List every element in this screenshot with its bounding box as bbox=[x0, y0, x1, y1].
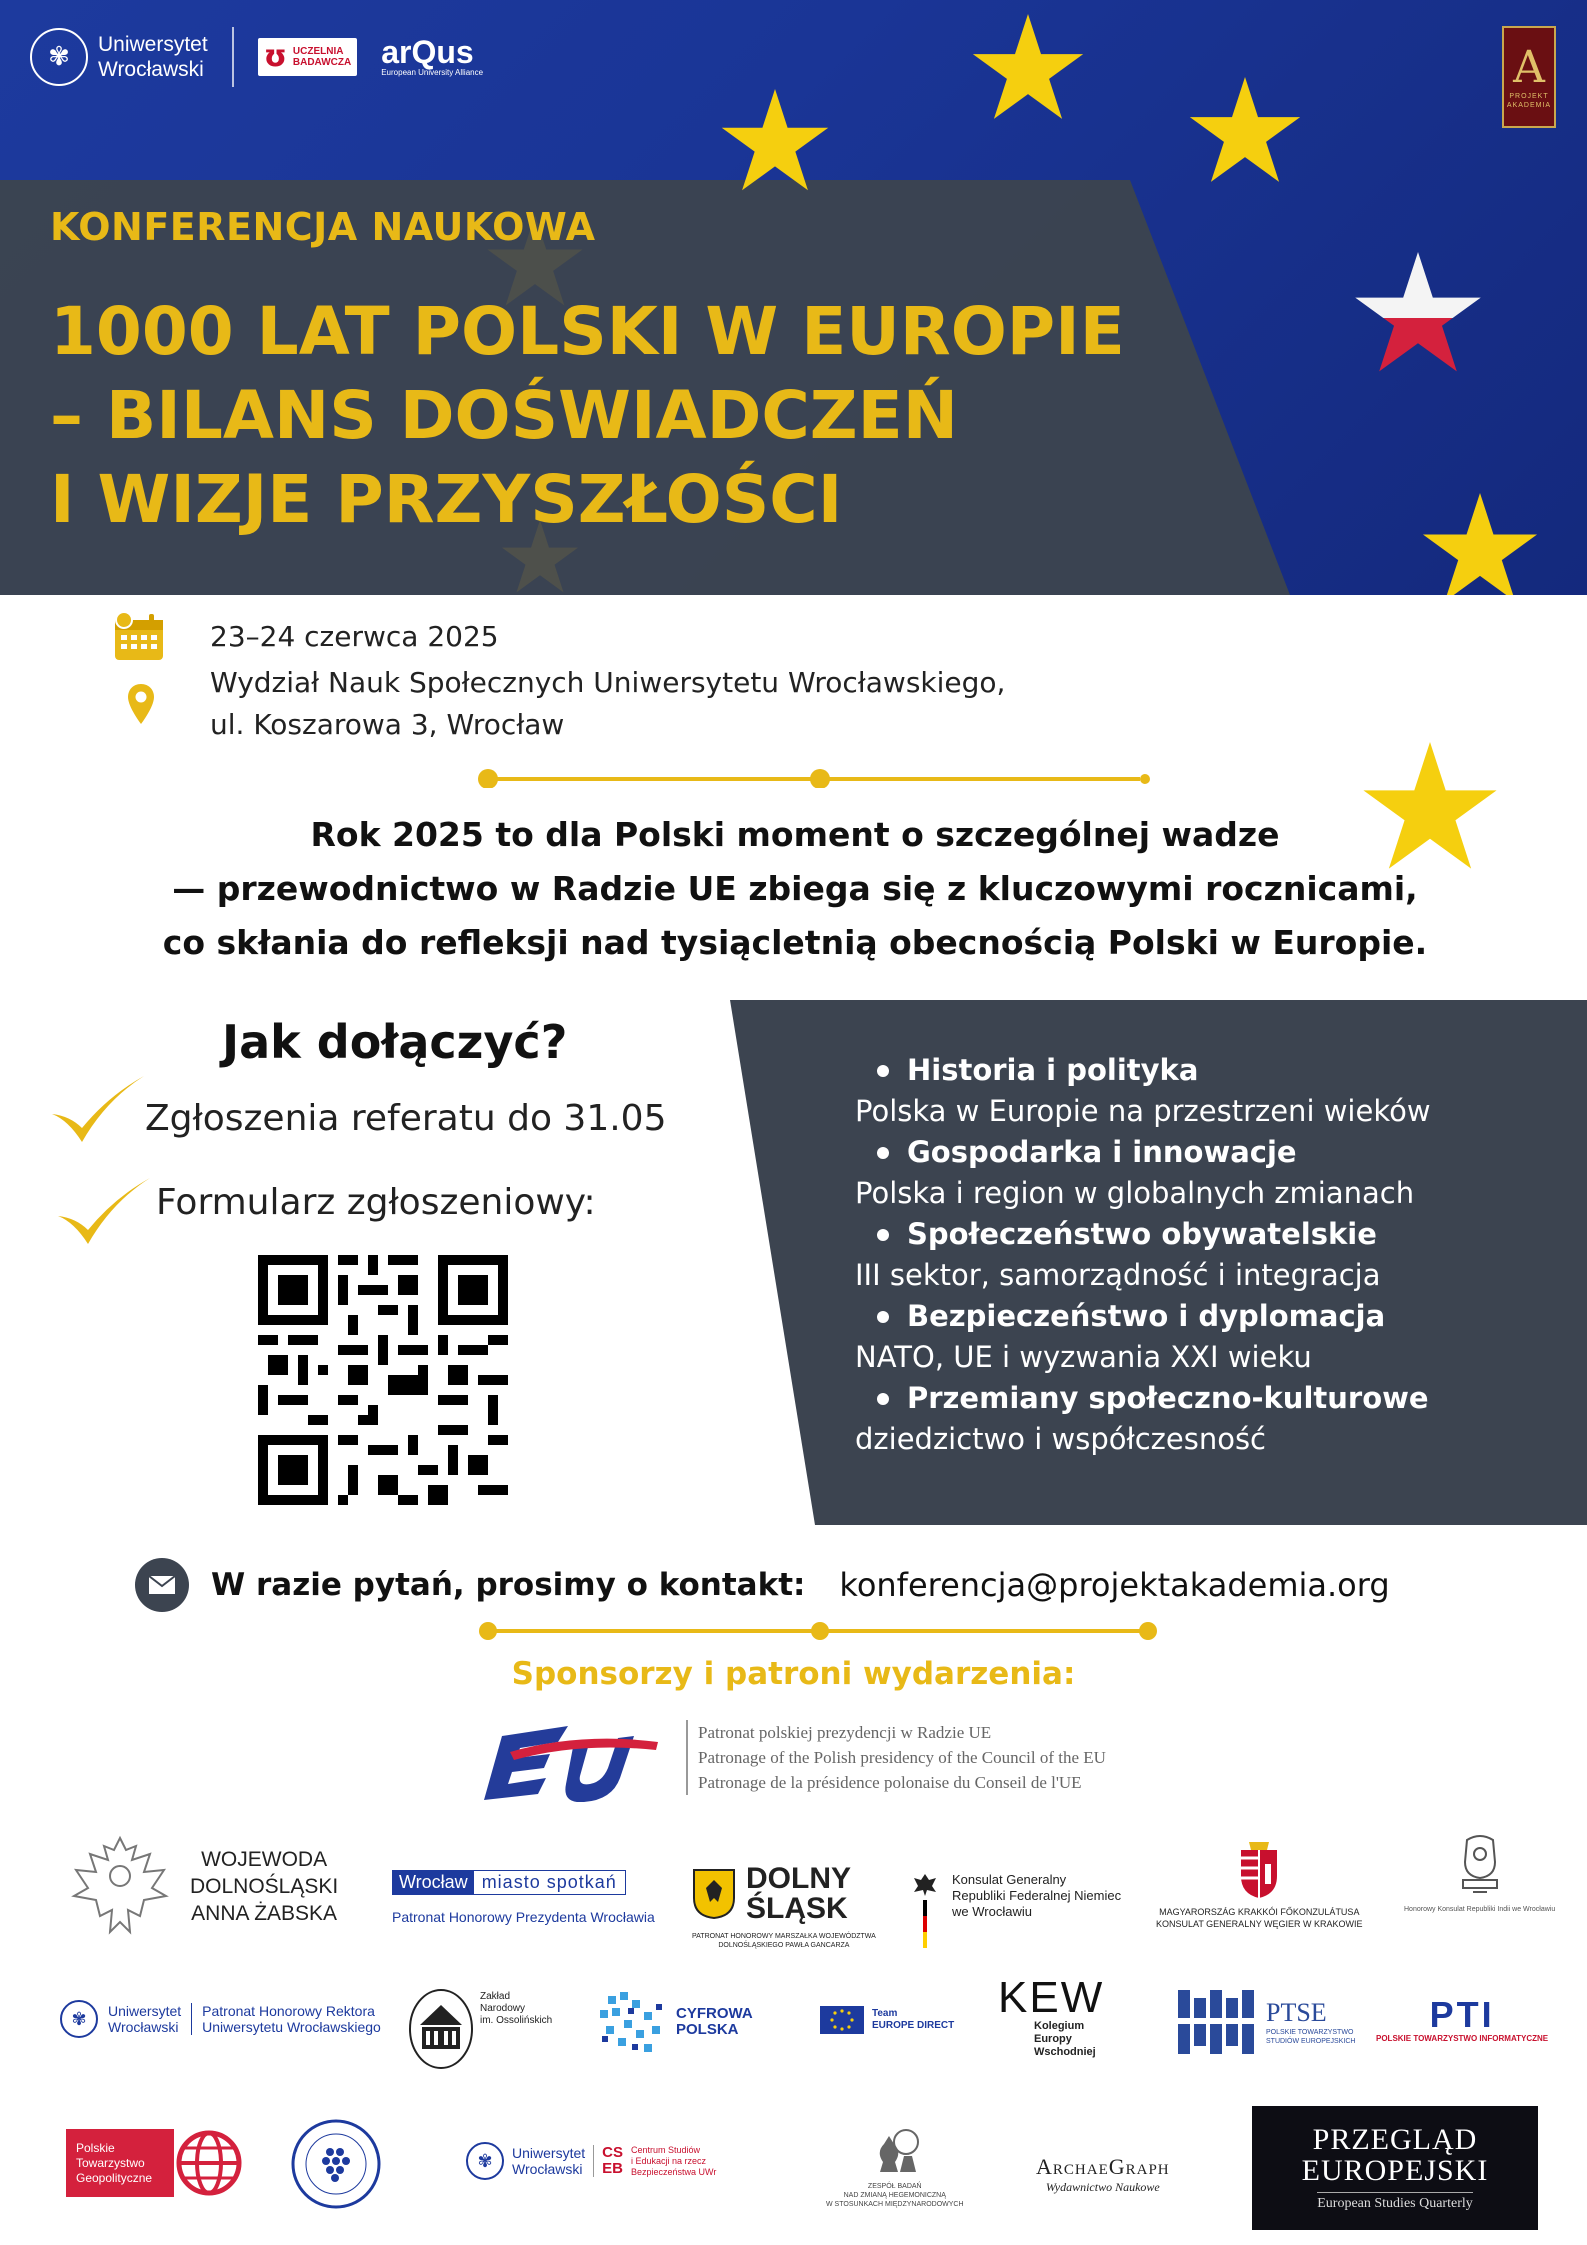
uwr-name: Uniwersytet Wrocławski bbox=[98, 33, 208, 81]
logo-wroclaw bbox=[392, 1870, 655, 1925]
uwr-rector-text: Patronat Honorowy Rektora Uniwersytetu Wrocławskiego bbox=[202, 2003, 381, 2035]
wroclaw-patron: Patronat Honorowy Prezydenta Wrocławia bbox=[392, 1909, 655, 1925]
przeglad-text: PRZEGLĄD EUROPEJSKI bbox=[1301, 2123, 1489, 2187]
dolny-slask-sub: PATRONAT HONOROWY MARSZAŁKA WOJEWÓDZTWA DOLNOŚLĄSKIEGO PAWŁA GANCARZA bbox=[692, 1933, 876, 1949]
logo-konsulat-indii bbox=[1404, 1832, 1555, 1913]
topic-title: Przemiany społeczno-kulturowe bbox=[855, 1378, 1555, 1419]
ossolineum-text: Zakład Narodowy im. Ossolińskich bbox=[480, 1991, 553, 2026]
dolny-slask-shield-icon bbox=[692, 1868, 736, 1920]
star-icon bbox=[1423, 493, 1537, 595]
ptg-badge bbox=[66, 2129, 174, 2197]
ossolineum-building-icon bbox=[408, 1985, 474, 2069]
topic-item bbox=[855, 1214, 1555, 1296]
arqus-sub: European University Alliance bbox=[381, 68, 484, 77]
india-emblem-icon bbox=[1453, 1832, 1507, 1902]
ptse-sub: POLSKIE TOWARZYSTWO STUDIÓW EUROPEJSKICH bbox=[1266, 2029, 1356, 2045]
logo-dfop bbox=[290, 2118, 382, 2210]
venue-line: Wydział Nauk Społecznych Uniwersytetu Wrocławskiego, bbox=[210, 666, 1006, 699]
conference-kicker: KONFERENCJA NAUKOWA bbox=[50, 205, 596, 249]
conference-title bbox=[50, 290, 1250, 542]
topic-subtitle: dziedzictwo i współczesność bbox=[855, 1422, 1266, 1456]
location-pin-icon bbox=[126, 682, 156, 726]
pti-sub: POLSKIE TOWARZYSTWO INFORMATYCZNE bbox=[1376, 2034, 1549, 2043]
ceseb-text: Centrum Studiów i Edukacji na rzecz Bezpieczeństwa UWr bbox=[630, 2144, 717, 2177]
intro-line: — przewodnictwo w Radzie UE zbiega się z kluczowymi rocznicami, bbox=[172, 869, 1418, 908]
logo-konsulat-niemiec bbox=[912, 1872, 1121, 1948]
registration-qr-code[interactable] bbox=[258, 1255, 508, 1505]
chess-pieces-icon bbox=[868, 2122, 922, 2178]
logo-konsulat-wegier bbox=[1156, 1840, 1363, 1930]
eu-patronage-line: Patronat polskiej prezydencji w Radzie UE bbox=[698, 1722, 992, 1742]
projekt-akademia-logo bbox=[1502, 26, 1556, 128]
logo-uwr-ceseb bbox=[466, 2142, 716, 2180]
eagle-emblem-icon: ✾ bbox=[30, 28, 88, 86]
event-date-text: 23–24 czerwca 2025 bbox=[210, 620, 499, 653]
divider bbox=[478, 1620, 1158, 1640]
wroclaw-sub: miasto spotkań bbox=[481, 1872, 617, 1892]
dfop-seal-icon bbox=[290, 2118, 382, 2210]
logo-ptse bbox=[1178, 1990, 1355, 2054]
logo-pti bbox=[1376, 1996, 1548, 2043]
uwr-emblem-icon: ✾ bbox=[466, 2142, 504, 2180]
kew-sub: Kolegium Europy Wschodniej bbox=[1034, 2020, 1096, 2058]
hero-banner bbox=[0, 0, 1587, 595]
checkmark-icon bbox=[54, 1172, 154, 1252]
topic-item bbox=[855, 1050, 1555, 1132]
pti-text: PTI bbox=[1429, 1994, 1495, 2035]
logo-przeglad-europejski bbox=[1252, 2106, 1538, 2230]
hungary-coat-of-arms-icon bbox=[1237, 1840, 1281, 1900]
team-europe-text: Team EUROPE DIRECT bbox=[872, 2008, 955, 2031]
ptse-text: PTSE bbox=[1266, 1998, 1327, 2027]
logo-wojewoda bbox=[70, 1832, 338, 1940]
intro-line: Rok 2025 to dla Polski moment o szczególnej wadze bbox=[310, 815, 1280, 854]
polish-flag-star-icon bbox=[1340, 240, 1500, 398]
logo-uwr-rector bbox=[60, 2000, 381, 2038]
wroclaw-badge: Wrocław bbox=[393, 1871, 474, 1894]
title-line: I WIZJE PRZYSZŁOŚCI bbox=[50, 461, 843, 538]
intro-text bbox=[60, 808, 1530, 970]
topic-title: Społeczeństwo obywatelskie bbox=[855, 1214, 1555, 1255]
logo-archaegraph bbox=[1036, 2154, 1170, 2195]
logo-cyfrowa-polska bbox=[598, 1990, 753, 2054]
event-date bbox=[210, 616, 1210, 658]
ptg-text: Polskie Towarzystwo Geopolityczne bbox=[76, 2140, 153, 2185]
topic-title: Historia i polityka bbox=[855, 1050, 1555, 1091]
eu-patronage-line: Patronage de la présidence polonaise du Conseil de l'UE bbox=[698, 1772, 1082, 1792]
contact-label: W razie pytań, prosimy o kontakt: bbox=[211, 1567, 806, 1603]
polish-eagle-icon bbox=[70, 1832, 170, 1940]
star-icon bbox=[973, 14, 1083, 119]
ptse-pattern-icon bbox=[1178, 1990, 1258, 2054]
archaegraph-text: ArchaeGraph bbox=[1036, 2154, 1170, 2179]
hungary-text: MAGYARORSZÁG KRAKKÓI FŐKONZULÁTUSA KONSULAT GENERALNY WĘGIER W KRAKOWIE bbox=[1156, 1907, 1363, 1929]
checkmark-icon bbox=[48, 1070, 148, 1150]
uwr-logo bbox=[30, 28, 208, 86]
ub-text: UCZELNIA BADAWCZA bbox=[292, 46, 352, 68]
join-item-form: Formularz zgłoszeniowy: bbox=[156, 1182, 596, 1223]
uwr-small-text: Uniwersytet Wrocławski bbox=[512, 2145, 594, 2177]
topic-item bbox=[855, 1132, 1555, 1214]
sponsors-title: Sponsorzy i patroni wydarzenia: bbox=[511, 1656, 1076, 1692]
star-icon bbox=[722, 89, 829, 190]
arqus-logo bbox=[381, 36, 483, 78]
event-venue bbox=[210, 662, 1210, 746]
intro-line: co skłania do refleksji nad tysiącletnią obecnością Polski w Europie. bbox=[162, 923, 1428, 962]
eu-patronage-text bbox=[686, 1720, 1106, 1795]
uwr-emblem-icon: ✾ bbox=[60, 2000, 98, 2038]
eu-patronage-line: Patronage of the Polish presidency of the Council of the EU bbox=[698, 1747, 1106, 1767]
contact-row bbox=[135, 1558, 1390, 1612]
logo-kew bbox=[998, 1973, 1105, 2059]
header-logos bbox=[30, 22, 483, 92]
cyfrowa-text: CYFROWA POLSKA bbox=[676, 2005, 753, 2038]
topic-subtitle: Polska w Europie na przestrzeni wieków bbox=[855, 1094, 1431, 1128]
kew-text: KEW bbox=[998, 1973, 1105, 2022]
archaegraph-sub: Wydawnictwo Naukowe bbox=[1045, 2180, 1160, 2194]
wojewoda-text: WOJEWODA DOLNOŚLĄSKI ANNA ŻABSKA bbox=[190, 1847, 339, 1925]
przeglad-sub: European Studies Quarterly bbox=[1317, 2192, 1473, 2212]
topic-item bbox=[855, 1378, 1555, 1460]
join-title: Jak dołączyć? bbox=[222, 1015, 568, 1069]
topic-title: Bezpieczeństwo i dyplomacja bbox=[855, 1296, 1555, 1337]
uwr-small-text: Uniwersytet Wrocławski bbox=[108, 2003, 192, 2035]
india-sub: Honorowy Konsulat Republiki Indii we Wrocławiu bbox=[1404, 1906, 1556, 1913]
header-separator bbox=[232, 27, 234, 87]
contact-email-link[interactable]: konferencja@projektakademia.org bbox=[839, 1566, 1390, 1604]
eu-presidency-patronage bbox=[480, 1712, 1106, 1802]
zespol-text: ZESPÓŁ BADAŃ NAD ZMIANĄ HEGEMONICZNĄ W STOSUNKACH MIĘDZYNARODOWYCH bbox=[826, 2183, 964, 2208]
logo-dolny-slask bbox=[692, 1864, 876, 1950]
join-item-deadline: Zgłoszenia referatu do 31.05 bbox=[145, 1098, 667, 1139]
arqus-name: arQus bbox=[381, 34, 474, 70]
title-line: 1000 LAT POLSKI W EUROPIE bbox=[50, 293, 1125, 370]
calendar-icon bbox=[112, 612, 166, 662]
german-eagle-icon bbox=[912, 1872, 938, 1898]
title-line: – BILANS DOŚWIADCZEŃ bbox=[50, 377, 958, 454]
eu-presidency-logo bbox=[480, 1712, 660, 1802]
ceseb-mark: CS EB bbox=[602, 2144, 623, 2177]
topic-item bbox=[855, 1296, 1555, 1378]
star-icon bbox=[1190, 77, 1300, 182]
eu-flag-icon bbox=[820, 2006, 864, 2034]
topic-subtitle: NATO, UE i wyzwania XXI wieku bbox=[855, 1340, 1312, 1374]
logo-ossolineum bbox=[408, 1985, 552, 2069]
uczelnia-badawcza-logo bbox=[258, 38, 358, 76]
divider bbox=[470, 768, 1150, 788]
pa-letter: A bbox=[1513, 42, 1545, 93]
konsulat-de-text: Konsulat Generalny Republiki Federalnej Niemiec we Wrocławiu bbox=[952, 1872, 1122, 1919]
topics-list bbox=[855, 1050, 1555, 1460]
german-flag-bar bbox=[923, 1900, 927, 1948]
dolny-slask-text: DOLNY ŚLĄSK bbox=[746, 1862, 851, 1925]
topic-subtitle: III sektor, samorządność i integracja bbox=[855, 1258, 1381, 1292]
logo-ptg bbox=[66, 2128, 244, 2198]
globe-icon bbox=[174, 2128, 244, 2198]
logo-zespol-badan bbox=[826, 2122, 964, 2209]
logo-team-europe-direct bbox=[820, 2006, 954, 2034]
topic-subtitle: Polska i region w globalnych zmianach bbox=[855, 1176, 1415, 1210]
cyfrowa-polska-pixels-icon bbox=[598, 1990, 668, 2054]
topic-title: Gospodarka i innowacje bbox=[855, 1132, 1555, 1173]
ub-mark-icon: ʊ bbox=[263, 39, 287, 74]
venue-line: ul. Koszarowa 3, Wrocław bbox=[210, 708, 565, 741]
pa-text: PROJEKT AKADEMIA bbox=[1506, 93, 1552, 109]
envelope-icon bbox=[135, 1558, 189, 1612]
